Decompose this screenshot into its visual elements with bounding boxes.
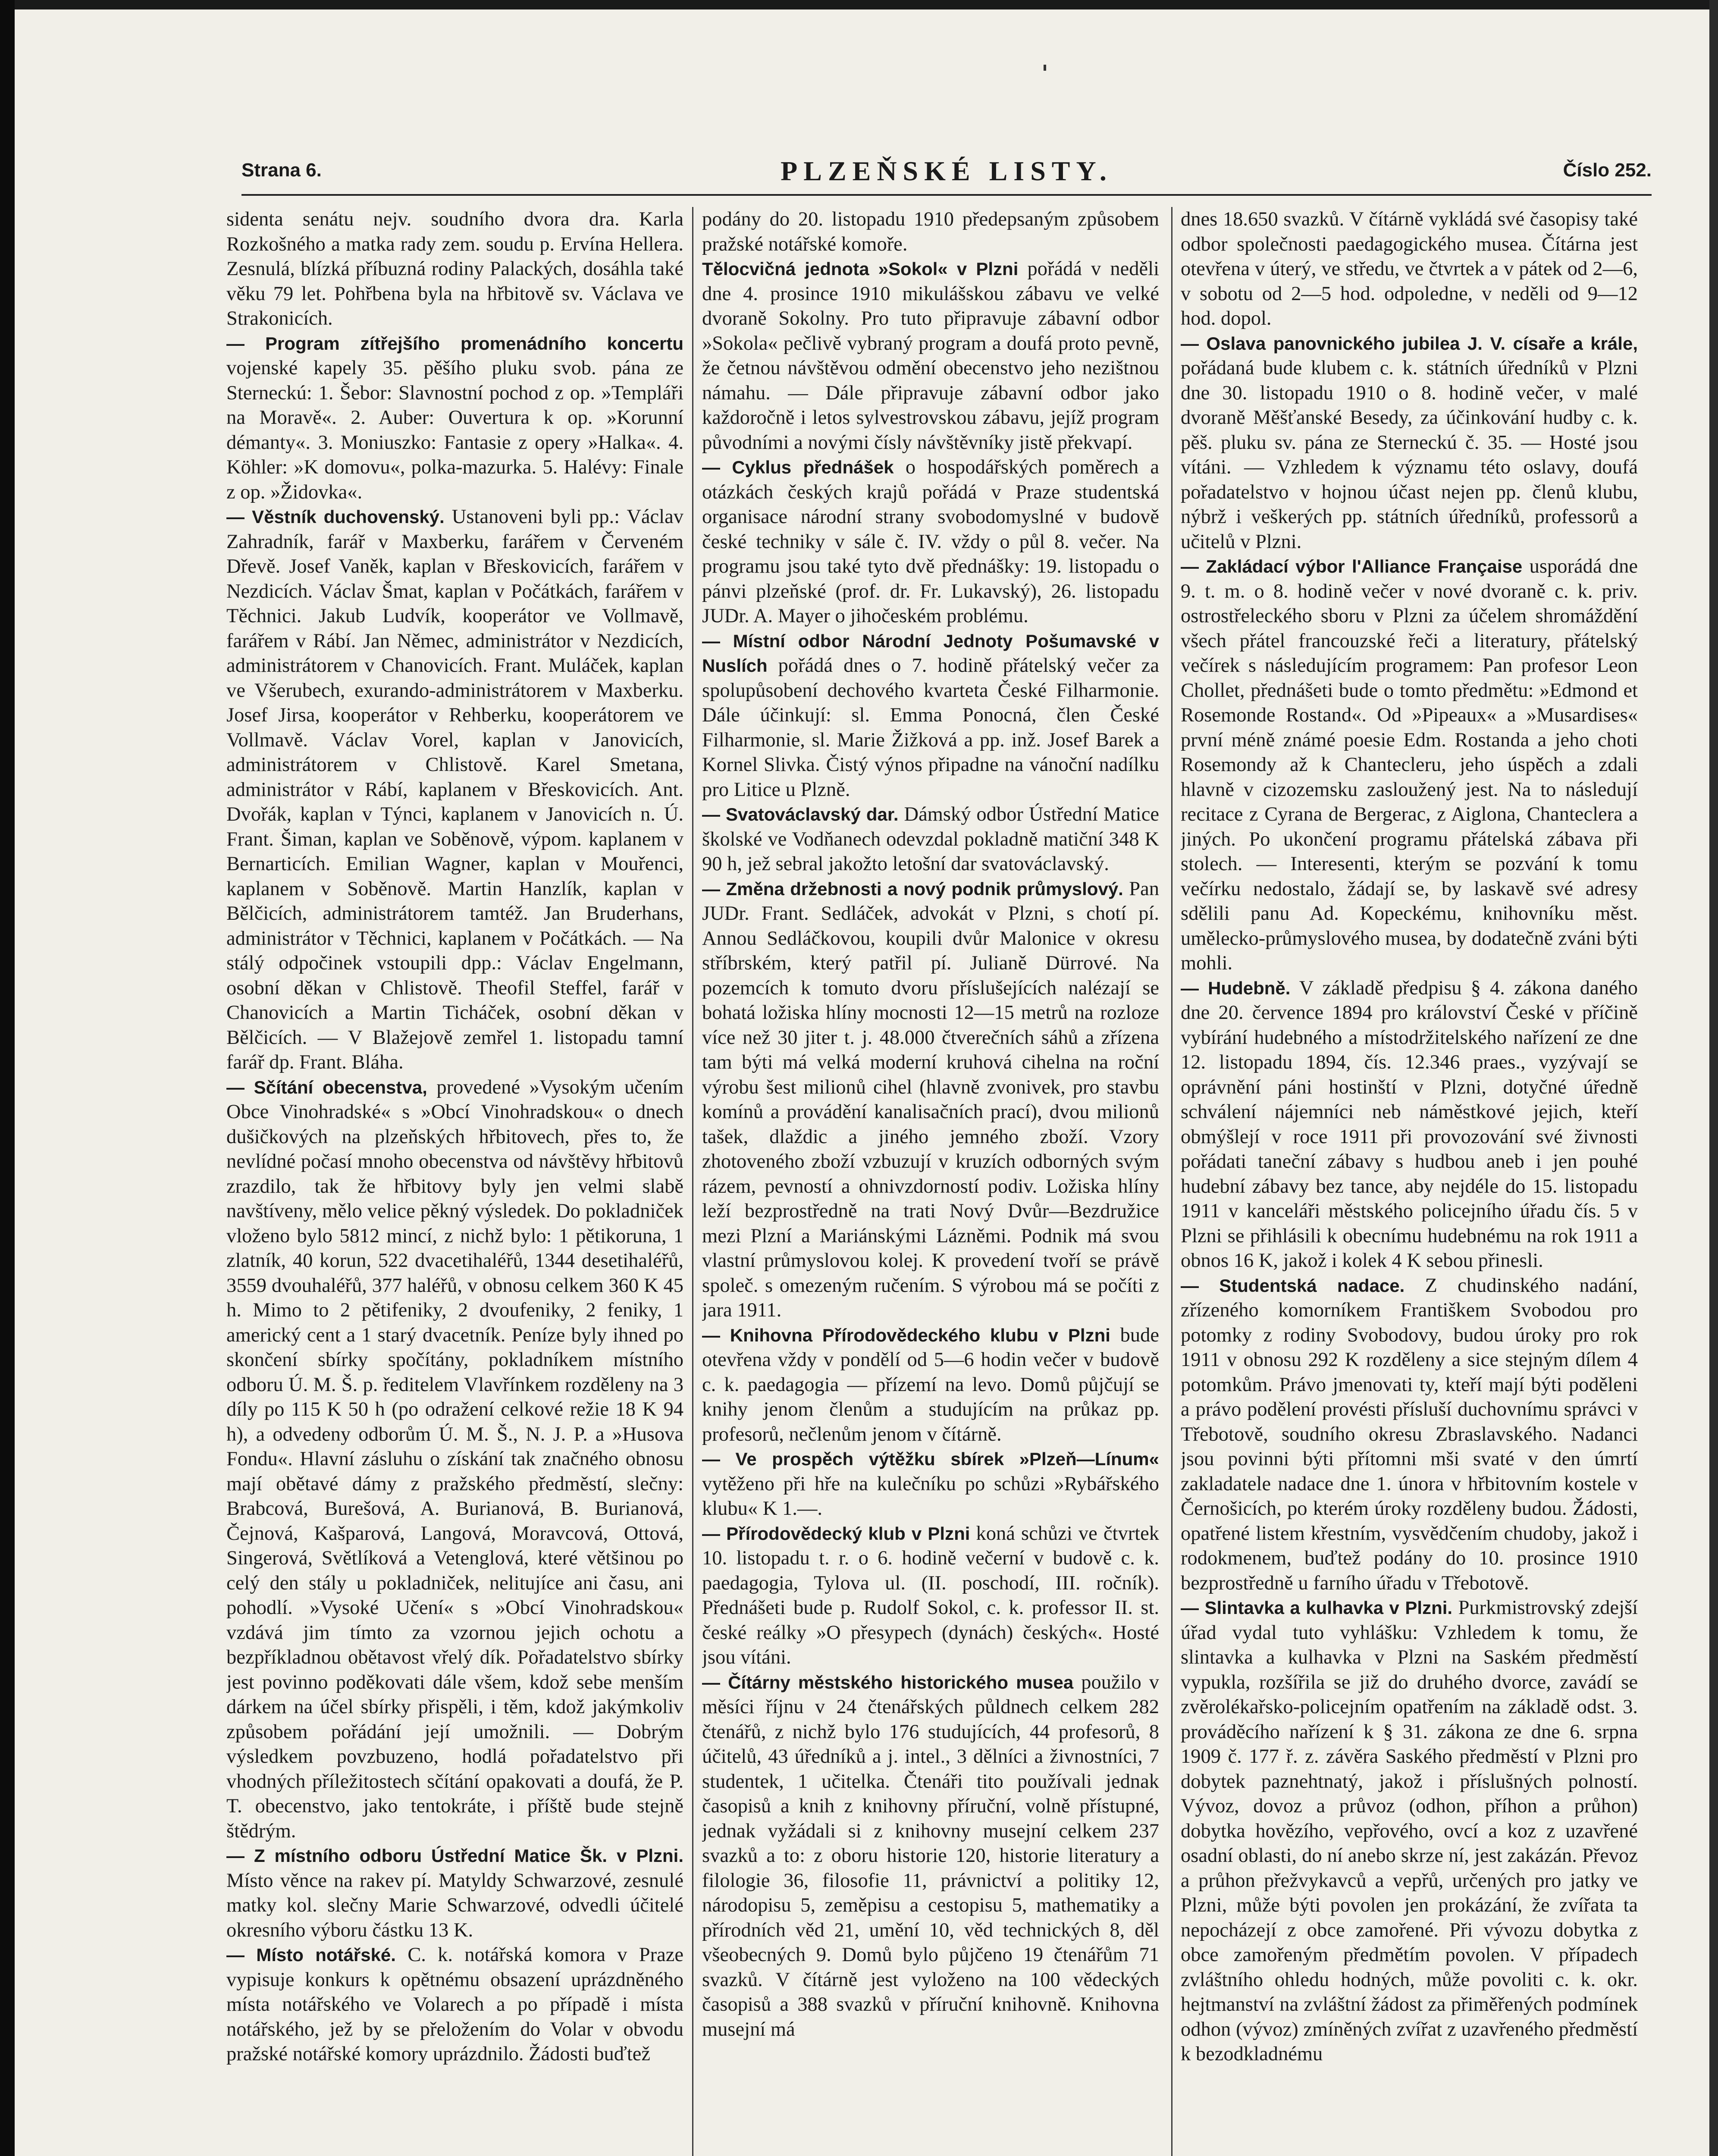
- article-paragraph: [226, 1075, 683, 1844]
- article-text: pořádá dnes o 7. hodině přátelský večer za spolupůsobení dechového kvarteta České Filharmonie. Dále účinkují: sl. Emma Ponocná, člen České Filharmonie, sl. Marie Žižková a pp. inž. Josef Barek a Kornel Slivka. Čistý výnos připadne na vánoční nadílku pro Litice u Plzně.: [702, 655, 1159, 801]
- article-heading: — Ve prospěch výtěžku sbírek »Plzeň—Línum«: [702, 1449, 1159, 1469]
- article-paragraph: [702, 455, 1159, 629]
- scan-edge-right: [1709, 0, 1718, 2156]
- article-heading: — Změna držebnosti a nový podnik průmyslový.: [702, 878, 1123, 899]
- article-paragraph: [226, 331, 683, 505]
- article-paragraph: [702, 877, 1159, 1323]
- article-paragraph: [1181, 331, 1638, 555]
- article-paragraph: [702, 257, 1159, 455]
- article-heading: Tělocvičná jednota »Sokol« v Plzni: [702, 259, 1019, 279]
- article-text: C. k. notářská komora v Praze vypisuje konkurs k opětnému obsazení uprázdněného místa notářského ve Volarech a po případě i místa notářského, jež by se přeložením do Volar v obvodu pražské notářské komory uprázdnilo. Žádosti buďtež: [226, 1944, 683, 2065]
- scan-edge-top: [0, 0, 1718, 9]
- scan-mark: [1044, 65, 1046, 71]
- column-3: [1181, 207, 1638, 2156]
- article-heading: — Svatováclavský dar.: [702, 804, 899, 824]
- article-heading: — Program zítřejšího promenádního koncertu: [226, 333, 683, 354]
- article-paragraph: [226, 207, 683, 331]
- article-heading: — Slintavka a kulhavka v Plzni.: [1181, 1598, 1453, 1618]
- article-text: Dámský odbor Ústřední Matice školské ve Vodňanech odevzdal pokladně matiční 348 K 90 h, jež sebral jakožto letošní dar svatováclavský.: [702, 803, 1159, 875]
- article-text: usporádá dne 9. t. m. o 8. hodině večer v nové dvoraně c. k. priv. ostrostřeleckého sboru v Plzni za účelem shromáždění všech přátel francouzské řeči a literatury, přátelský večírek s následujícím programem: Pan profesor Leon Chollet, přednášeti bude o tomto předmětu: »Edmond et Rosemonde Rostand«. Od »Pipeaux« a »Musardises« první méně známé poesie Edm. Rostanda a jeho choti Rosemondy až k Chantecleru, jeho úspěch a zdali hlavně v cizozemsku zasloužený jest. Na to následují recitace z Cyrana de Bergerac, z Aiglona, Chanteclera a jiných. Po ukončení programu přátelská zábava při stolech. — Interesenti, kterým se pozvání k tomu večírku nedostalo, žádají se, by laskavě své adresy sdělili panu Ad. Kopeckému, knihovníku měst. umělecko-průmyslového musea, by dodatečně zváni býti mohli.: [1181, 555, 1638, 974]
- page-number: Strana 6.: [241, 160, 322, 181]
- issue-number: Číslo 252.: [1563, 160, 1652, 181]
- article-text: koná schůzi ve čtvrtek 10. listopadu t. r. o 6. hodině večerní v budově c. k. paedagogia, Tylova ul. (II. poschodí, III. ročník). Přednášeti bude p. Rudolf Sokol, c. k. professor II. st. české reálky »O přesypech (dynách) českých«. Hosté jsou vítáni.: [702, 1522, 1159, 1668]
- article-text: dnes 18.650 svazků. V čítárně vykládá své časopisy také odbor společnosti paedagogického musea. Čítárna jest otevřena v úterý, ve středu, ve čtvrtek a v pátek od 2—6, v sobotu od 2—5 hod. odpoledne, v neděli od 9—12 hod. dopol.: [1181, 208, 1638, 329]
- article-text: Purkmistrovský zdejší úřad vydal tuto vyhlášku: Vzhledem k tomu, že slintavka a kulhavka v Plzni na Saském předměstí vypukla, rozšířila se již do druhého dvorce, zavádí se zvěrolékařsko-policejním opatřením na základě odst. 3. prováděcího nařízení k § 31. zákona ze dne 6. srpna 1909 č. 177 ř. z. závěra Saského předměstí v Plzni pro dobytek paznehtnatý, jakož i příslušných polností. Vývoz, dovoz a průvoz (odhon, příhon a průhon) dobytka hovězího, vepřového, ovcí a koz z uzavřené osadní oblasti, do ní anebo skrze ní, jest zakázán. Převoz a průhon přežvykavců a vepřů, určených pro jatky ve Plzni, může býti povolen jen prokázání, že zvířata ta nepocházejí z obce zamořené. Při vývozu dobytka z obce zamořeným předmětím povolen. V případech zvláštního ohledu hodných, může povoliti c. k. okr. hejtmanství na zvláštní žádost za přiměřených podmínek odhon (vývoz) zmíněných zvířat z uzavřeného předměstí k bezodkladnému: [1181, 1597, 1638, 2065]
- article-paragraph: [1181, 1273, 1638, 1596]
- article-paragraph: [702, 629, 1159, 802]
- article-text: provedené »Vysokým učením Obce Vinohradské« s »Obcí Vinohradskou« o dnech dušičkových na plzeňských hřbitovech, přes to, že nevlídné počasí mnoho obecenstva od návštěvy hřbitovů zrazdilo, tak že hřbitovy byly jen velmi slabě navštíveny, mělo velice pěkný výsledek. Do pokladniček vloženo bylo 5812 mincí, z nichž bylo: 1 pětikoruna, 1 zlatník, 40 korun, 522 dvacetihaléřů, 1344 desetihaléřů, 3559 dvouhaléřů, 377 haléřů, v obnosu celkem 360 K 45 h. Mimo to 2 pětifeniky, 2 dvoufeniky, 2 feniky, 1 americký cent a 1 starý dvacetník. Peníze byly ihned po skončení sbírky spočítány, pokladníkem místního odboru Ú. M. Š. p. ředitelem Vlavřínkem rozděleny na 3 díly po 115 K 50 h (po odražení celkové režie 18 K 94 h), a odvedeny odborům Ú. M. Š., N. J. P. a »Husova Fondu«. Hlavní zásluhu o získání tak značného obnosu mají obětavé dámy z pražského předměstí, slečny: Brabcová, Burešová, A. Burianová, B. Burianová, Čejnová, Kašparová, Langová, Moravcová, Ottová, Singerová, Světlíková a Vetenglová, které většinou po celý den stály u pokladniček, nelitujíce ani času, ani pohodlí. »Vysoké Učení« s »Obcí Vinohradskou« vzdává jim tímto za vzornou jejich ochotu a bezpříkladnou obětavost vřelý dík. Pořadatelstvo sbírky jest povinno poděkovati dále všem, kdož sebe menším dárkem na účel sbírky přispěli, i těm, kdož jakýmkoliv způsobem pořádání její umožnili. — Dobrým výsledkem povzbuzeno, hodlá pořadatelstvo při vhodných příležitostech sčítání opakovati a doufá, že P. T. obecenstvo, jako tentokráte, i příště bude stejně štědrým.: [226, 1076, 683, 1842]
- article-text: Ustanoveni byli pp.: Václav Zahradník, farář v Maxberku, farářem v Červeném Dřevě. Josef Vaněk, kaplan v Břeskovicích, farářem v Nezdicích. Václav Šmat, kaplan v Počátkách, farářem v Těchnici. Jakub Ludvík, kooperátor ve Vollmavě, farářem v Rábí. Jan Němec, administrátor v Nezdicích, administrátorem v Chanovicích. Frant. Muláček, kaplan ve Všerubech, exurando-administrátorem v Maxberku. Josef Jirsa, kooperátor v Rehberku, kooperátorem ve Vollmavě. Václav Vorel, kaplan v Janovicích, administrátorem v Chlistově. Karel Smetana, administrátor v Rábí, kaplanem v Břeskovicích. Ant. Dvořák, kaplan v Týnci, kaplanem v Janovicích n. Ú. Frant. Šiman, kaplan ve Soběnově, výpom. kaplanem v Bernarticích. Emilian Wagner, kaplan v Mouřenci, kaplanem v Soběnově. Martin Hanzlík, kaplan v Bělčicích, administrátorem tamtéž. Jan Bruderhans, administrátor v Těchnici, kaplanem v Počátkách. — Na stálý odpočinek vstoupili dpp.: Václav Engelmann, osobní děkan v Chlistově. Theofil Steffel, farář v Chanovicích a Martin Ticháček, osobní děkan v Bělčicích. — V Blažejově zemřel 1. listopadu tamní farář dp. Frant. Bláha.: [226, 506, 683, 1073]
- article-text: Z chudinského nadání, zřízeného komorníkem Františkem Svobodou pro potomky z rodiny Svobodovy, budou úroky pro rok 1911 v obnosu 292 K rozděleny a sice stejným dílem 4 potomkům. Právo jmenovati ty, kteří mají býti poděleni a právo podělení provésti přísluší duchovnímu správci v Třebotově, soudního okresu Zbraslavského. Nadanci jsou povinni býti přítomni mši svaté v den úmrtí zakladatele nadace dne 1. února v hřbitovním kostele v Černošicích, po kterém úroky rozděleny budou. Žádosti, opatřené listem křestním, vysvědčením chudoby, jakož i rodokmenem, buďtež podány do 10. prosince 1910 bezprostředně u farního úřadu v Třebotově.: [1181, 1274, 1638, 1594]
- article-paragraph: [702, 1670, 1159, 2042]
- page-header: [241, 155, 1652, 196]
- article-paragraph: [702, 1447, 1159, 1521]
- article-paragraph: [702, 1323, 1159, 1447]
- article-paragraph: [702, 207, 1159, 257]
- article-text: sidenta senátu nejv. soudního dvora dra. Karla Rozkošného a matka rady zem. soudu p. Ervína Hellera. Zesnulá, blízká příbuzná rodiny Palackých, dosáhla také věku 79 let. Pohřbena byla na hřbitově sv. Václava ve Strakonicích.: [226, 208, 683, 329]
- article-heading: — Oslava panovnického jubilea J. V. císaře a krále,: [1181, 333, 1638, 354]
- article-heading: — Sčítání obecenstva,: [226, 1077, 427, 1097]
- article-paragraph: [1181, 554, 1638, 976]
- article-heading: — Přírodovědecký klub v Plzni: [702, 1523, 970, 1544]
- article-heading: — Studentská nadace.: [1181, 1275, 1405, 1296]
- article-text: použilo v měsíci říjnu v 24 čtenářských půldnech celkem 282 čtenářů, z nichž bylo 176 studujících, 44 profesorů, 8 účitelů, 43 úředníků a j. intel., 3 dělníci a živnostníci, 7 studentek, 1 učitelka. Čtenáři tito používali jednak časopisů a knih z knihovny příruční, volně přístupné, jednak vyžádali si z knihovny musejní celkem 237 svazků a to: z oboru historie 120, historie literatury a filologie 36, filosofie 11, právnictví a politiky 12, národopisu 5, zeměpisu a cestopisu 5, mathematiky a přírodních věd 21, umění 10, věd technických 8, děl všeobecných 9. Domů bylo půjčeno 19 čtenářům 71 svazků. V čítárně jest vyloženo na 100 vědeckých časopisů a 388 svazků v příruční knihovně. Knihovna musejní má: [702, 1671, 1159, 2040]
- article-heading: — Knihovna Přírodovědeckého klubu v Plzni: [702, 1325, 1110, 1345]
- article-paragraph: [226, 1843, 683, 1943]
- article-text: bude otevřena vždy v pondělí od 5—6 hodin večer v budově c. k. paedagogia — přízemí na levo. Domů půjčují se knihy jenom členům a studujícím na průkaz pp. profesorů, nečlenům jenom v čítárně.: [702, 1324, 1159, 1445]
- article-text: pořádaná bude klubem c. k. státních úředníků v Plzni dne 30. listopadu 1910 o 8. hodině večer, v malé dvoraně Měšťanské Besedy, za účinkování hudby c. k. pěš. pluku sv. pána ze Sterneckú č. 35. — Hosté jsou vítáni. — Vzhledem k významu této oslavy, doufá pořadatelstvo v hojnou účast nejen pp. členů klubu, nýbrž i veškerých pp. státních úředníků, professorů a učitelů v Plzni.: [1181, 357, 1638, 553]
- article-heading: — Cyklus přednášek: [702, 457, 894, 477]
- column-divider: [692, 207, 693, 2156]
- article-paragraph: [1181, 207, 1638, 331]
- article-text: Pan JUDr. Frant. Sedláček, advokát v Plzni, s chotí pí. Annou Sedláčkovou, koupili dvůr Malonice v okresu stříbrském, který patřil pí. Julianě Dürrové. Na pozemcích k tomuto dvoru příslušejících nalézají se bohatá ložiska hlíny mocnosti 12—15 metrů na rozloze více než 30 jiter t. j. 48.000 čtverečních sáhů a zřízena tam býti má velká moderní kruhová cihelna na roční výrobu šest milionů cihel (hlavně zvonivek, pro stavbu komínů a provádění kanalisačních prací), dvou milionů tašek, dlaždic a jiného jemného zboží. Vzory zhotoveného zboží vzbuzují v kruzích odborných svým rázem, pevností a ohnivzdorností podiv. Ložiska hlíny leží bezprostředně na trati Nový Dvůr—Bezdružice mezi Plzní a Mariánskými Lázněmi. Podnik má svou vlastní průmyslovou kolej. K provedení tvoří se právě společ. s omezeným ručením. S výrobou má se počíti z jara 1911.: [702, 877, 1159, 1321]
- article-text: podány do 20. listopadu 1910 předepsaným způsobem pražské notářské komoře.: [702, 208, 1159, 255]
- article-paragraph: [702, 1521, 1159, 1670]
- article-text: Místo věnce na rakev pí. Matyldy Schwarzové, zesnulé matky kol. slečny Marie Schwarzové, odvedli účitelé okresního výboru částku 13 K.: [226, 1869, 683, 1941]
- article-paragraph: [1181, 1595, 1638, 2067]
- article-heading: — Místo notářské.: [226, 1945, 396, 1965]
- column-1: [226, 207, 683, 2156]
- article-paragraph: [226, 1943, 683, 2067]
- column-2: [702, 207, 1159, 2156]
- article-heading: — Hudebně.: [1181, 978, 1291, 998]
- scan-edge-left: [0, 0, 15, 2156]
- article-paragraph: [1181, 976, 1638, 1273]
- newspaper-title: PLZEŇSKÉ LISTY.: [781, 156, 1113, 186]
- article-heading: — Místní odbor Národní Jednoty Pošumavské v Nuslích: [702, 630, 1159, 676]
- column-divider: [1171, 207, 1173, 2156]
- article-text: vytěženo při hře na kulečníku po schůzi »Rybářského klubu« K 1.—.: [702, 1473, 1159, 1520]
- article-paragraph: [226, 505, 683, 1075]
- article-text: V základě předpisu § 4. zákona daného dne 20. července 1894 pro království České v příčině vybírání hudebného a místodržitelského nařízení ze dne 12. listopadu 1894, čís. 12.346 praes., vyzývají se oprávnění páni hostinští v Plzni, dotyčné úředně schválení nájemníci neb náměstkové jejich, kteří obmýšlejí v roce 1911 při provozování své živnosti pořádati taneční zábavy s hudbou aneb i jen pouhé hudební zábavy bez tance, aby nejdéle do 15. listopadu 1911 v kanceláři městského policejního úřadu čís. 5 v Plzni se přihlásili k obecnímu hudebnému na rok 1911 a obnos 16 K, jakož i kolek 4 K sebou přinesli.: [1181, 977, 1638, 1272]
- article-heading: — Čítárny městského historického musea: [702, 1672, 1074, 1692]
- article-text: pořádá v neděli dne 4. prosince 1910 mikulášskou zábavu ve velké dvoraně Sokolny. Pro tuto připravuje zábavní odbor »Sokola« pečlivě vybraný program a doufá proto pevně, že četnou návštěvou odmění obecenstvo jeho nezištnou námahu. — Dále připravuje zábavní odbor jako každoročně i letos sylvestrovskou zábavu, jejíž program původními a novými čísly návštěvníky jistě překvapí.: [702, 258, 1159, 454]
- article-text: o hospodářských poměrech a otázkách českých krajů pořádá v Praze studentská organisace národní strany svobodomyslné v budově české techniky v sále č. IV. vždy o půl 8. večer. Na programu jsou také tyto dvě přednášky: 19. listopadu o pánvi plzeňské (prof. dr. Fr. Lukavský), 26. listopadu JUDr. A. Mayer o jihočeském problému.: [702, 456, 1159, 627]
- article-text: vojenské kapely 35. pěšího pluku svob. pána ze Sterneckú: 1. Šebor: Slavnostní pochod z op. »Templáři na Moravě«. 2. Auber: Ouvertura k op. »Korunní démanty«. 3. Moniuszko: Fantasie z opery »Halka«. 4. Köhler: »K domovu«, polka-mazurka. 5. Halévy: Finale z op. »Židovka«.: [226, 357, 683, 503]
- article-paragraph: [702, 802, 1159, 877]
- article-heading: — Zakládací výbor l'Alliance Française: [1181, 556, 1523, 577]
- article-heading: — Věstník duchovenský.: [226, 507, 445, 527]
- article-heading: — Z místního odboru Ústřední Matice Šk. v Plzni.: [226, 1846, 683, 1866]
